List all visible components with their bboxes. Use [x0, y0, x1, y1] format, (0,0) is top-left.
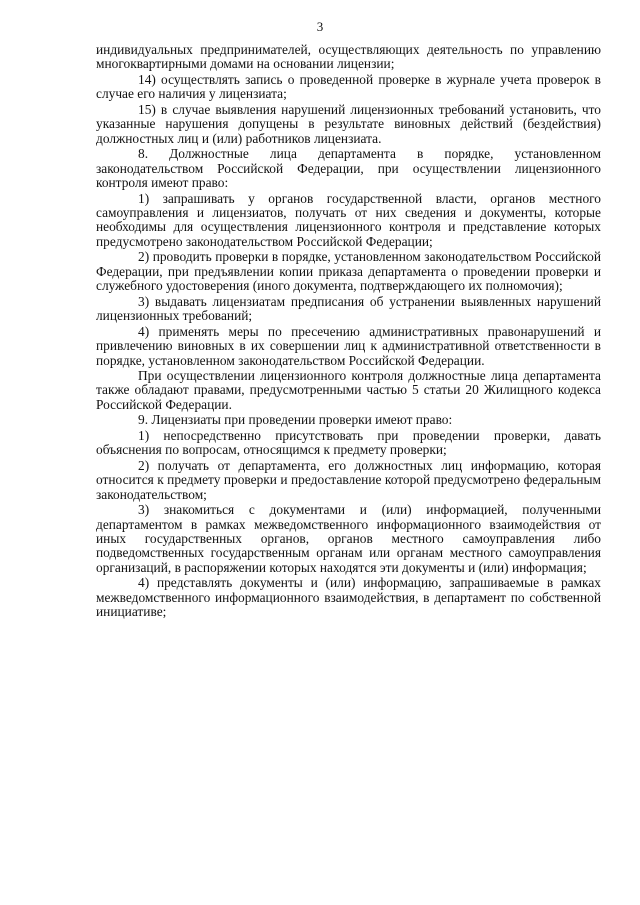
paragraph-section-8-rights: При осуществлении лицензионного контроля должностные лица департамента также обладают правами, предусмотренными частью 5 статьи 20 Жилищного кодекса Российской Федерации. [96, 367, 601, 412]
paragraph-item-15: 15) в случае выявления нарушений лицензионных требований установить, что указанные нарушения допущены в результате виновных действий (бездействия) должностных лиц и (или) работников лицензиата. [96, 101, 601, 146]
paragraph-section-9-item-1: 1) непосредственно присутствовать при проведении проверки, давать объяснения по вопросам, относящимся к предмету проверки; [96, 427, 601, 458]
paragraph-section-9-item-3: 3) знакомиться с документами и (или) информацией, полученными департаментом в рамках межведомственного информационного взаимодействия от иных государственных органов, органов местного самоуправления либо подведомственных государственным органам или органам местного самоуправления организаций, в распоряжении которых находятся эти документы и (или) информация; [96, 502, 601, 575]
paragraph-section-8-item-2: 2) проводить проверки в порядке, установленном законодательством Российской Федерации, при предъявлении копии приказа департамента о проведении проверки и служебного удостоверения (иного документа, подтверждающего их полномочия); [96, 249, 601, 294]
paragraph-item-14: 14) осуществлять запись о проведенной проверке в журнале учета проверок в случае его наличия у лицензиата; [96, 71, 601, 102]
page-number: 3 [316, 19, 324, 34]
paragraph-section-8: 8. Должностные лица департамента в порядке, установленном законодательством Российской Федерации, при осуществлении лицензионного контроля имеют право: [96, 146, 601, 191]
paragraph-section-8-item-1: 1) запрашивать у органов государственной власти, органов местного самоуправления и лицензиатов, получать от них сведения и документы, которые необходимы для осуществления лицензионного контроля и представление которых предусмотрено законодательством Российской Федерации; [96, 190, 601, 249]
paragraph-continuation: индивидуальных предпринимателей, осуществляющих деятельность по управлению многоквартирными домами на основании лицензии; [96, 42, 601, 72]
paragraph-section-9: 9. Лицензиаты при проведении проверки имеют право: [138, 412, 453, 428]
paragraph-section-9-item-2: 2) получать от департамента, его должностных лиц информацию, которая относится к предмету проверки и предоставление которой предусмотрено федеральным законодательством; [96, 457, 601, 502]
paragraph-section-8-item-3: 3) выдавать лицензиатам предписания об устранении выявленных нарушений лицензионных требований; [96, 293, 601, 324]
paragraph-section-9-item-4: 4) представлять документы и (или) информацию, запрашиваемые в рамках межведомственного информационного взаимодействия, в департамент по собственной инициативе; [96, 575, 601, 620]
document-body [96, 43, 601, 621]
paragraph-section-8-item-4: 4) применять меры по пресечению административных правонарушений и привлечению виновных в их совершении лиц к административной ответственности в порядке, установленном законодательством Российской Федерации. [96, 323, 601, 368]
